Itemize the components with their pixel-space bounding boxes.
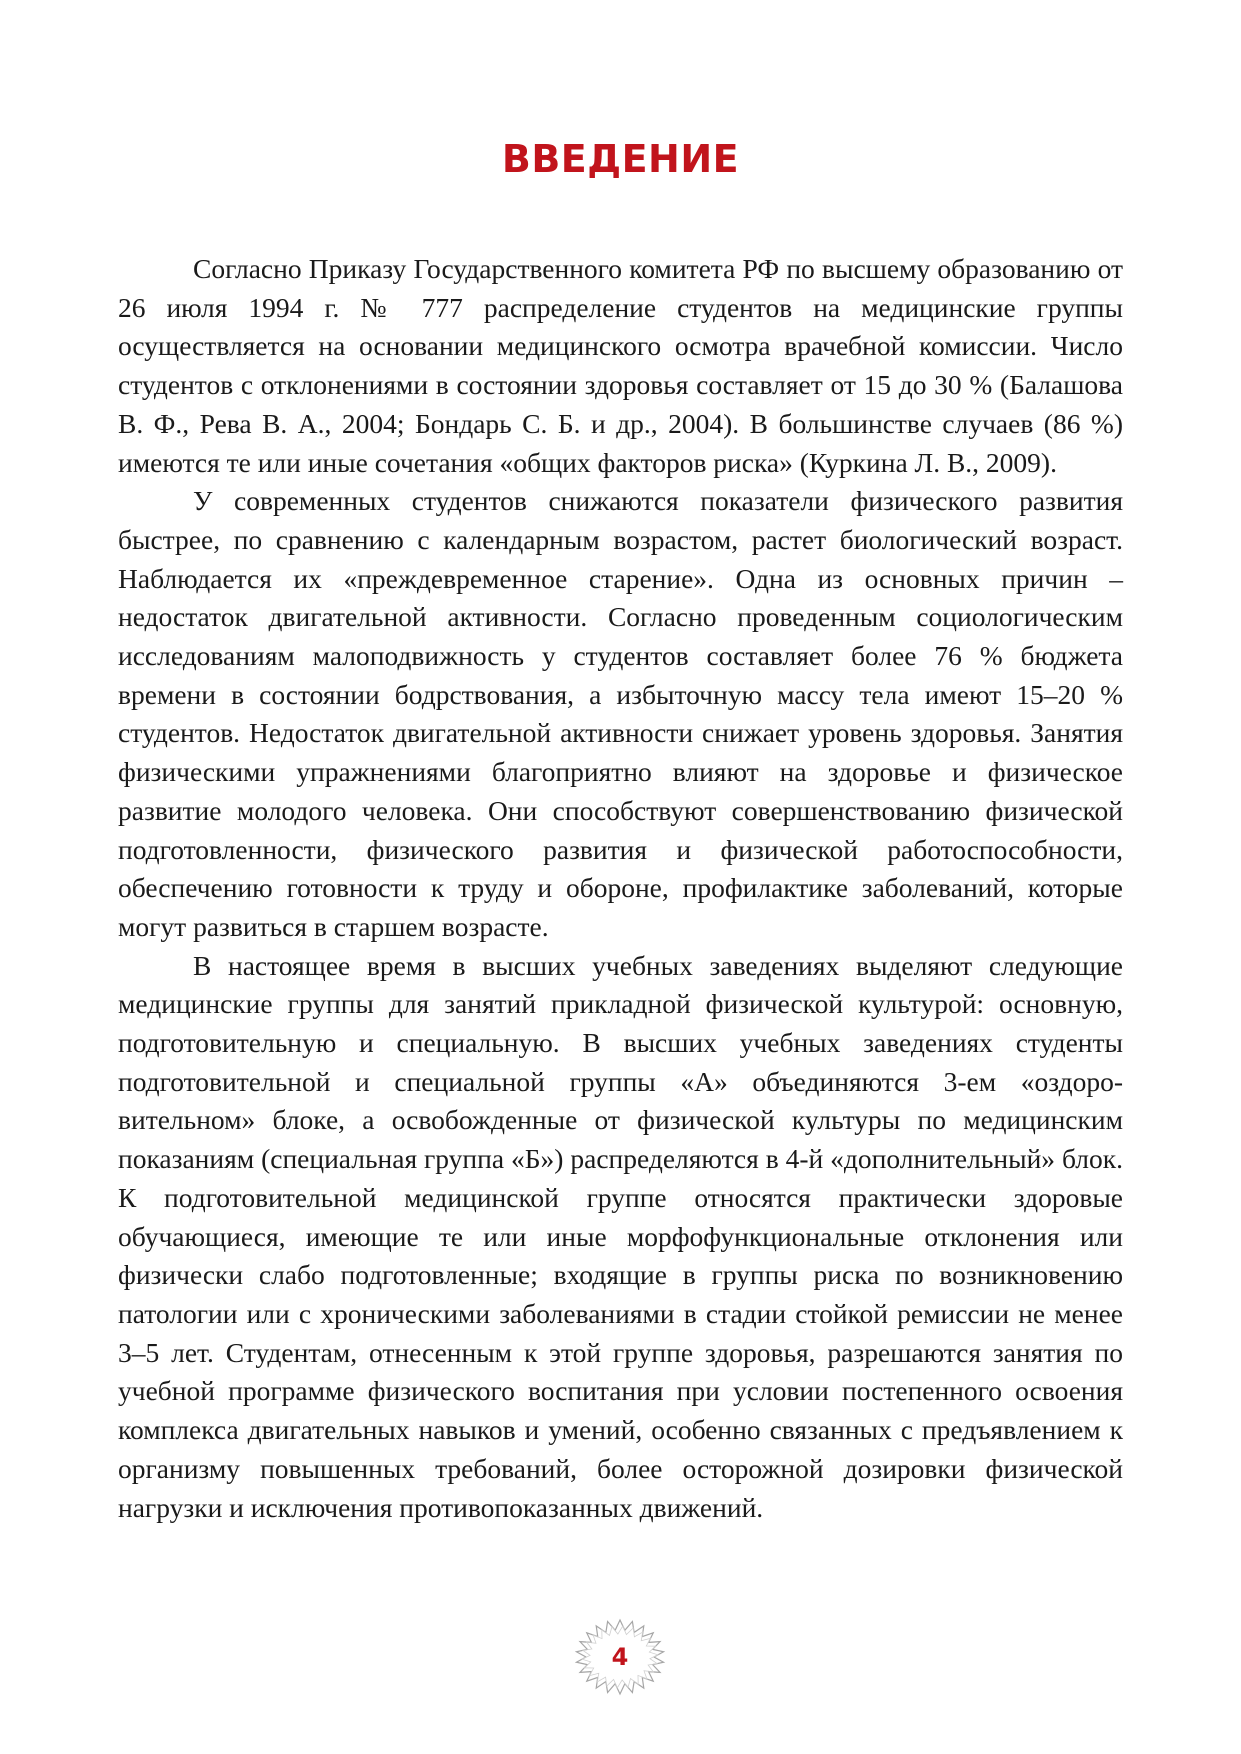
paragraph-2: У современных студентов снижаются показатели физического развития быстрее, по сравнению с календарным возрастом, растет биологический возраст. Наблюдается их «преждевременное старение». Одна из основных причин – недостаток двигательной активности. Согласно проведенным социологическим исследованиям малоподвижность у студентов составляет более 76 % бюджета времени в состоянии бодрствования, а избыточную массу тела имеют 15–20 % студентов. Недостаток двигательной активности снижает уровень здоровья. Занятия физическими упражнениями благоприятно влияют на здоровье и физическое развитие молодого человека. Они способствуют совершенствованию физической подготовленности, физического развития и физической работоспособности, обеспечению готовности к труду и обороне, профилактике заболеваний, которые могут развиться в старшем возрасте. xyxy=(118,485,1123,942)
page-title: ВВЕДЕНИЕ xyxy=(501,137,740,182)
body-text xyxy=(118,250,1123,1527)
paragraph-1: Согласно Приказу Государственного комитета РФ по высшему образованию от 26 июля 1994 г. № 777 распределение студентов на медицинские группы осуществляется на основании медицинского осмотра врачебной комиссии. Число студентов с отклонениями в состоянии здоровья составляет от 15 до 30 % (Балашова В. Ф., Рева В. А., 2004; Бондарь С. Б. и др., 2004). В большинстве случаев (86 %) имеются те или иные сочетания «общих факторов риска» (Куркина Л. В., 2009). xyxy=(118,253,1123,478)
paragraph-3: В настоящее время в высших учебных заведениях выделяют следующие медицинские группы для занятий прикладной физической культурой: основную, подготовительную и специальную. В высших учебных заведениях студенты подготовительной и специальной группы «А» объединяются 3-ем «оздоровительном» блоке, а освобожденные от физической культуры по медицинским показаниям (специальная группа «Б») распределяются в 4-й «дополнительный» блок. К подготовительной медицинской группе относятся практически здоровые обучающиеся, имеющие те или иные морфофункциональные отклонения или физически слабо подготовленные; входящие в группы риска по возникновению патологии или с хроническими заболеваниями в стадии стойкой ремиссии не менее 3–5 лет. Студентам, отнесенным к этой группе здоровья, разрешаются занятия по учебной программе физического воспитания при условии постепенного освоения комплекса двигательных навыков и умений, особенно связанных с предъявлением к организму повышенных требований, более осторожной дозировки физической нагрузки и исключения противопоказанных движений. xyxy=(118,949,1123,1523)
page-number-badge xyxy=(572,1617,668,1697)
page-number: 4 xyxy=(611,1643,629,1671)
